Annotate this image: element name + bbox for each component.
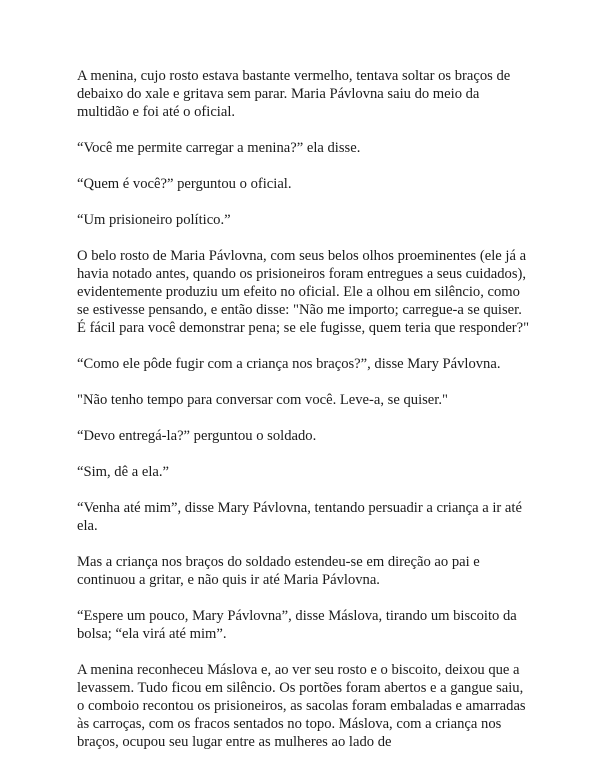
paragraph: “Como ele pôde fugir com a criança nos braços?”, disse Mary Pávlovna. [77,356,501,372]
paragraph: “Espere um pouco, Mary Pávlovna”, disse Máslova, tirando um biscoito da bolsa; “ela virá até mim”. [77,608,517,642]
paragraph: A menina, cujo rosto estava bastante vermelho, tentava soltar os braços de debaixo do xale e gritava sem parar. Maria Pávlovna saiu do meio da multidão e foi até o oficial. [77,68,511,120]
paragraph: “Sim, dê a ela.” [77,464,169,480]
paragraph: O belo rosto de Maria Pávlovna, com seus belos olhos proeminentes (ele já a havia notado antes, quando os prisioneiros foram entregues a seus cuidados), evidentemente produziu um efeito no oficial. Ele a olhou em silêncio, como se estivesse pensando, e então disse: "Não me importo; carregue-a se quiser. É fácil para você demonstrar pena; se ele fugisse, quem teria que responder?" [77,248,530,336]
paragraph: “Devo entregá-la?” perguntou o soldado. [77,428,317,444]
paragraph: “Um prisioneiro político.” [77,212,231,228]
paragraph: “Você me permite carregar a menina?” ela disse. [77,140,361,156]
paragraph: “Quem é você?” perguntou o oficial. [77,176,292,192]
paragraph: "Não tenho tempo para conversar com você. Leve-a, se quiser." [77,392,448,408]
paragraph: “Venha até mim”, disse Mary Pávlovna, tentando persuadir a criança a ir até ela. [77,500,522,534]
paragraph: Mas a criança nos braços do soldado estendeu-se em direção ao pai e continuou a gritar, e não quis ir até Maria Pávlovna. [77,554,480,588]
paragraph: A menina reconheceu Máslova e, ao ver seu rosto e o biscoito, deixou que a levassem. Tudo ficou em silêncio. Os portões foram abertos e a gangue saiu, o comboio recontou os prisioneiros, as sacolas foram embaladas e amarradas às carroças, com os fracos sentados no topo. Máslova, com a criança nos braços, ocupou seu lugar entre as mulheres ao lado de [77,662,526,750]
document-body [77,67,532,751]
